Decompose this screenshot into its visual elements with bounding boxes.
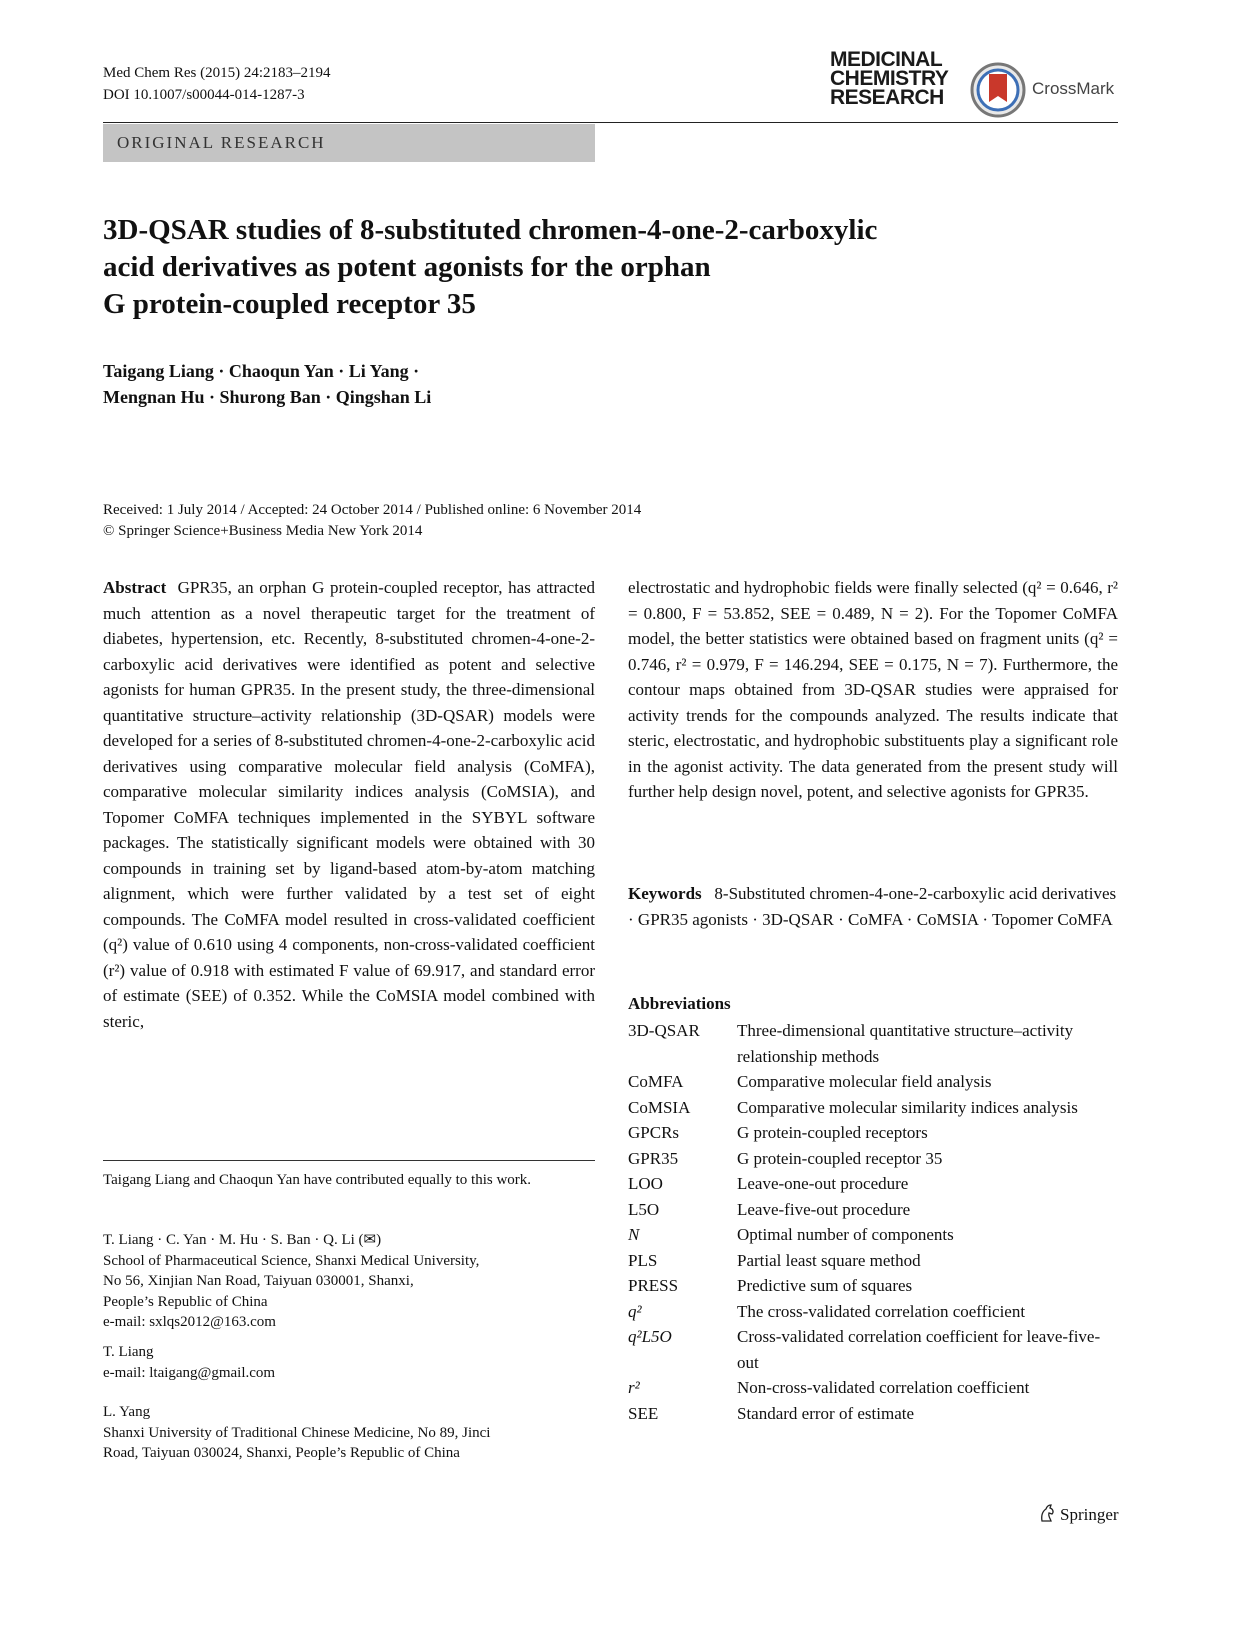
keywords-label: Keywords [628,884,702,903]
affiliation-authors: T. Liang · C. Yan · M. Hu · S. Ban · Q. Li (✉) [103,1232,382,1248]
email-link[interactable]: e-mail: sxlqs2012@163.com [103,1314,276,1330]
title-line: acid derivatives as potent agonists for the orphan [103,251,711,283]
abbr-definition: Partial least square method [737,1250,921,1270]
journal-citation-block [103,62,330,106]
affiliation-2 [103,1342,573,1383]
abbr-term: PRESS [628,1276,679,1295]
affiliation-line: People’s Republic of China [103,1293,268,1310]
abbreviation-row [628,1120,1118,1146]
abbreviation-row [628,1222,1118,1248]
abbr-definition: Cross-validated correlation coefficient for leave-five-out [737,1327,1101,1372]
abbr-term: q²L5O [628,1327,672,1346]
equal-contribution-note: Taigang Liang and Chaoqun Yan have contributed equally to this work. [103,1172,532,1188]
abstract-text-left: GPR35, an orphan G protein-coupled receptor, has attracted much attention as a novel therapeutic target for the treatment of diabetes, hypertension, etc. Recently, 8-substituted chromen-4-one-2-carboxylic acid derivatives were identified as potent and selective agonists for human GPR35. In the present study, the three-dimensional quantitative structure–activity relationship (3D-QSAR) models were developed for a series of 8-substituted chromen-4-one-2-carboxylic acid derivatives using comparative molecular field analysis (CoMFA), comparative molecular similarity indices analysis (CoMSIA), and Topomer CoMFA techniques implemented in the SYBYL software packages. The statistically significant models were obtained with 30 compounds in training set by ligand-based atom-by-atom matching alignment, which were further validated by a test set of eight compounds. The CoMFA model resulted in cross-validated coefficient (q²) value of 0.610 using 4 components, non-cross-validated coefficient (r²) value of 0.918 with estimated F value of 69.917, and standard error of estimate (SEE) of 0.352. While the CoMSIA model combined with steric, [103,578,595,1031]
abbreviation-row [628,1197,1118,1223]
section-label: ORIGINAL RESEARCH [103,124,595,162]
abbreviation-row [628,1171,1118,1197]
abbr-term: PLS [628,1250,658,1270]
abbr-term: 3D-QSAR [628,1021,700,1040]
abbr-term: CoMFA [628,1072,684,1091]
abbreviation-row [628,1299,1118,1325]
springer-horse-icon [1038,1503,1056,1523]
abbr-term: SEE [628,1403,659,1423]
abbr-term: GPCRs [628,1123,680,1142]
author-list [103,358,431,410]
abbr-term: CoMSIA [628,1097,691,1117]
abstract-right-column [628,575,1118,805]
affiliation-1 [103,1230,573,1333]
abbreviation-row [628,1069,1118,1095]
affiliation-line: Road, Taiyuan 030024, Shanxi, People’s Republic of China [103,1445,460,1461]
abbr-term: LOO [628,1174,663,1193]
abbr-definition: Three-dimensional quantitative structure–activity relationship methods [737,1021,1074,1066]
title-line: G protein-coupled receptor 35 [103,288,476,320]
received-accepted-dates: Received: 1 July 2014 / Accepted: 24 October 2014 / Published online: 6 November 2014 [103,502,642,518]
abstract-label: Abstract [103,578,167,597]
crossmark-badge[interactable] [970,60,1118,120]
abbr-definition: G protein-coupled receptor 35 [737,1148,943,1168]
abbr-term: GPR35 [628,1148,679,1168]
journal-citation: Med Chem Res (2015) 24:2183–2194 [103,65,331,81]
abbr-definition: G protein-coupled receptors [737,1123,928,1142]
abbr-definition: Standard error of estimate [737,1403,915,1423]
publisher-mark [1038,1503,1119,1525]
keywords-text: 8-Substituted chromen-4-one-2-carboxylic acid derivatives · GPR35 agonists · 3D-QSAR · CoMFA · CoMSIA · Topomer CoMFA [628,884,1117,929]
author-line: Taigang Liang · Chaoqun Yan · Li Yang · [103,361,420,381]
abbreviation-row [628,1324,1118,1375]
abstract-left-column [103,575,595,1034]
abbreviations-table [628,1018,1118,1426]
abbr-term: L5O [628,1199,660,1219]
abbreviation-row [628,1273,1118,1299]
crossmark-icon [970,60,1026,120]
abbr-term: r² [628,1378,640,1397]
abbr-definition: Optimal number of components [737,1225,954,1244]
affiliation-authors: L. Yang [103,1404,151,1420]
abbr-definition: Comparative molecular similarity indices analysis [737,1097,1078,1117]
abbreviation-row [628,1146,1118,1172]
abbr-term: N [628,1225,640,1244]
abbr-definition: Predictive sum of squares [737,1276,913,1295]
journal-logo-line: CHEMISTRY [830,67,949,90]
abbreviation-row [628,1401,1118,1427]
copyright: © Springer Science+Business Media New York 2014 [103,523,423,539]
abbreviation-row [628,1248,1118,1274]
abbr-definition: Non-cross-validated correlation coefficient [737,1378,1030,1397]
journal-logo-line: MEDICINAL [830,48,943,71]
author-line: Mengnan Hu · Shurong Ban · Qingshan Li [103,387,432,407]
affiliation-line: Shanxi University of Traditional Chinese Medicine, No 89, Jinci [103,1424,491,1441]
abbr-definition: The cross-validated correlation coefficient [737,1301,1026,1321]
affiliation-authors: T. Liang [103,1344,154,1360]
article-title [103,212,1083,323]
affiliation-line: School of Pharmaceutical Science, Shanxi Medical University, [103,1252,480,1269]
affiliation-line: No 56, Xinjian Nan Road, Taiyuan 030001, Shanxi, [103,1273,414,1289]
affiliation-3 [103,1402,595,1464]
email-link[interactable]: e-mail: ltaigang@gmail.com [103,1364,276,1381]
title-line: 3D-QSAR studies of 8-substituted chromen-4-one-2-carboxylic [103,214,878,246]
abbreviation-row [628,1375,1118,1401]
publisher-name: Springer [1060,1505,1119,1524]
crossmark-label: CrossMark [1032,79,1115,98]
abbr-definition: Leave-one-out procedure [737,1174,909,1193]
abbr-term: q² [628,1301,642,1321]
abbr-definition: Leave-five-out procedure [737,1199,911,1219]
header-rule [103,122,1118,123]
abbreviation-row [628,1095,1118,1121]
abstract-text-right: electrostatic and hydrophobic fields were finally selected (q² = 0.646, r² = 0.800, F = 53.852, SEE = 0.489, N = 2). For the Topomer CoMFA model, the better statistics were obtained based on fragment units (q² = 0.746, r² = 0.979, F = 146.294, SEE = 0.175, N = 7). Furthermore, the contour maps obtained from 3D-QSAR studies were appraised for activity trends for the compounds analyzed. The results indicate that steric, electrostatic, and hydrophobic substituents play a significant role in the agonist activity. The data generated from the present study will further help design novel, potent, and selective agonists for GPR35. [628,578,1118,801]
doi: DOI 10.1007/s00044-014-1287-3 [103,87,305,103]
abbreviation-row [628,1018,1118,1069]
keywords-block [628,881,1118,933]
footnote-rule [103,1160,595,1161]
publication-dates [103,500,641,542]
abbr-definition: Comparative molecular field analysis [737,1072,992,1091]
journal-logo [830,50,948,107]
journal-logo-line: RESEARCH [830,86,944,109]
abbreviations-title: Abbreviations [628,994,731,1013]
